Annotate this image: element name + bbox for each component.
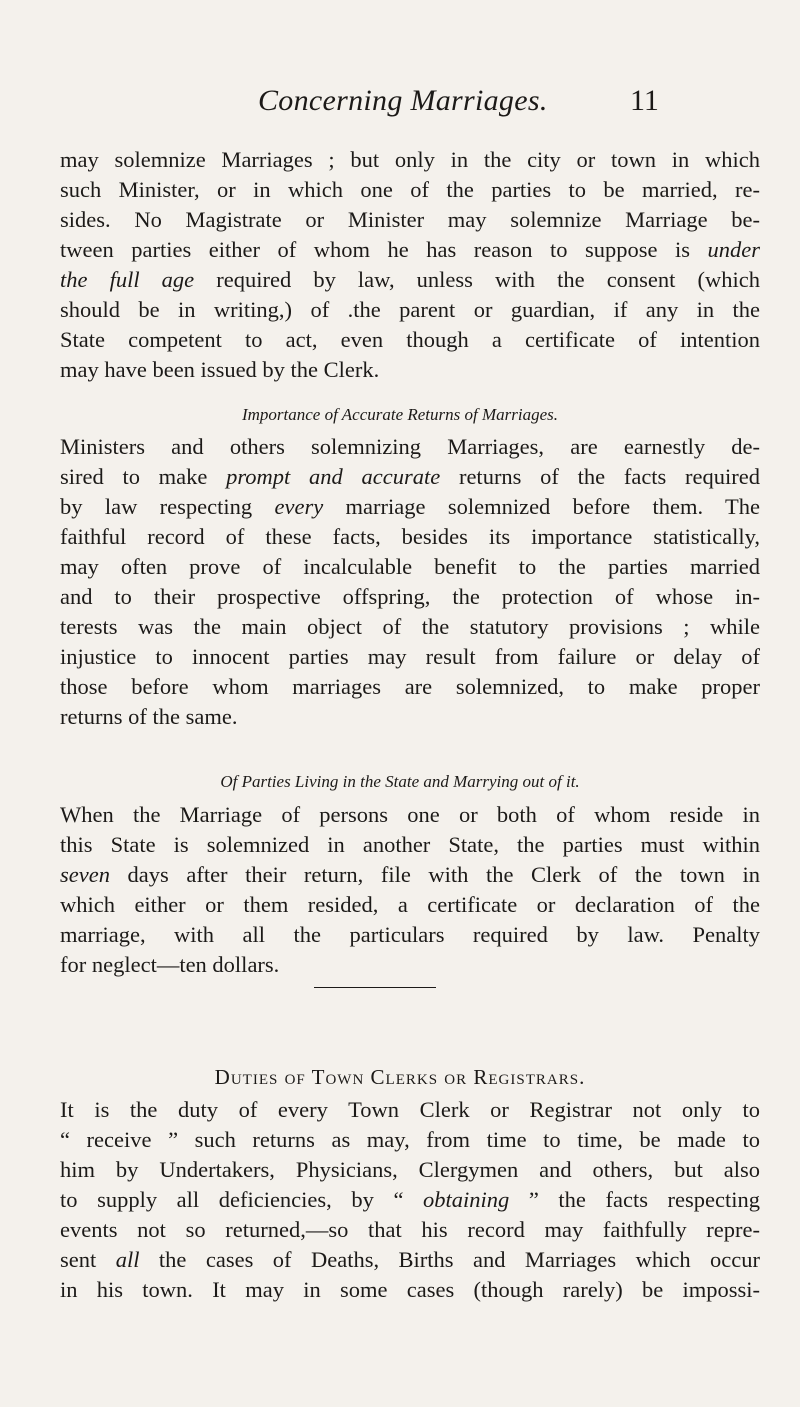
text-line: in his town. It may in some cases (though rarely) be impossi- bbox=[60, 1277, 760, 1302]
text-line: may have been issued by the Clerk. bbox=[60, 357, 380, 382]
text-line: the full age required by law, unless with the consent (which bbox=[60, 267, 760, 292]
text-line: marriage, with all the particulars required by law. Penalty bbox=[60, 922, 760, 947]
text-line: tween parties either of whom he has reason to suppose is under bbox=[60, 237, 760, 262]
text-line: returns of the same. bbox=[60, 704, 238, 729]
emphasis: under bbox=[707, 237, 760, 262]
paragraph-duties bbox=[60, 1095, 760, 1305]
text-line: seven days after their return, file with the Clerk of the town in bbox=[60, 862, 760, 887]
text-line: events not so returned,—so that his record may faithfully repre- bbox=[60, 1217, 760, 1242]
text-line: such Minister, or in which one of the parties to be married, re- bbox=[60, 177, 760, 202]
text-line: by law respecting every marriage solemnized before them. The bbox=[60, 494, 760, 519]
text-line: faithful record of these facts, besides its importance statistically, bbox=[60, 524, 760, 549]
text-line: may solemnize Marriages ; but only in the city or town in which bbox=[60, 147, 760, 172]
page-header bbox=[0, 84, 800, 124]
text-line: should be in writing,) of .the parent or guardian, if any in the bbox=[60, 297, 760, 322]
text-line: this State is solemnized in another State, the parties must within bbox=[60, 832, 760, 857]
paragraph-solemnize bbox=[60, 145, 760, 385]
emphasis: prompt and accurate bbox=[226, 464, 441, 489]
emphasis: seven bbox=[60, 862, 110, 887]
text-line: Ministers and others solemnizing Marriages, are earnestly de- bbox=[60, 434, 760, 459]
emphasis: every bbox=[274, 494, 324, 519]
emphasis: the full age bbox=[60, 267, 195, 292]
text-line: “ receive ” such returns as may, from time to time, be made to bbox=[60, 1127, 760, 1152]
text-line: which either or them resided, a certificate or declaration of the bbox=[60, 892, 760, 917]
text-line: terests was the main object of the statutory provisions ; while bbox=[60, 614, 760, 639]
text-line: sired to make prompt and accurate returns of the facts required bbox=[60, 464, 760, 489]
text-line: may often prove of incalculable benefit to the parties married bbox=[60, 554, 760, 579]
subheading-parties-living: Of Parties Living in the State and Marrying out of it. bbox=[220, 772, 580, 791]
text-line: those before whom marriages are solemnized, to make proper bbox=[60, 674, 760, 699]
text-line: sent all the cases of Deaths, Births and Marriages which occur bbox=[60, 1247, 760, 1272]
paragraph-parties-living bbox=[60, 800, 760, 980]
text-line: for neglect—ten dollars. bbox=[60, 952, 280, 977]
running-head: Concerning Marriages. bbox=[258, 84, 548, 117]
text-line: injustice to innocent parties may result from failure or delay of bbox=[60, 644, 760, 669]
subheading-importance: Importance of Accurate Returns of Marriages. bbox=[241, 405, 559, 424]
page-number: 11 bbox=[630, 84, 659, 117]
section-heading-duties: Duties of Town Clerks or Registrars. bbox=[214, 1065, 586, 1089]
section-divider bbox=[314, 987, 436, 988]
text-line: him by Undertakers, Physicians, Clergymen and others, but also bbox=[60, 1157, 760, 1182]
text-line: When the Marriage of persons one or both of whom reside in bbox=[60, 802, 760, 827]
text-line: State competent to act, even though a certificate of intention bbox=[60, 327, 760, 352]
paragraph-importance bbox=[60, 432, 760, 732]
text-line: It is the duty of every Town Clerk or Registrar not only to bbox=[60, 1097, 760, 1122]
text-line: and to their prospective offspring, the protection of whose in- bbox=[60, 584, 760, 609]
text-line: sides. No Magistrate or Minister may solemnize Marriage be- bbox=[60, 207, 760, 232]
text-line: to supply all deficiencies, by “ obtaining ” the facts respecting bbox=[60, 1187, 760, 1212]
emphasis: obtaining bbox=[423, 1187, 510, 1212]
emphasis: all bbox=[115, 1247, 140, 1272]
